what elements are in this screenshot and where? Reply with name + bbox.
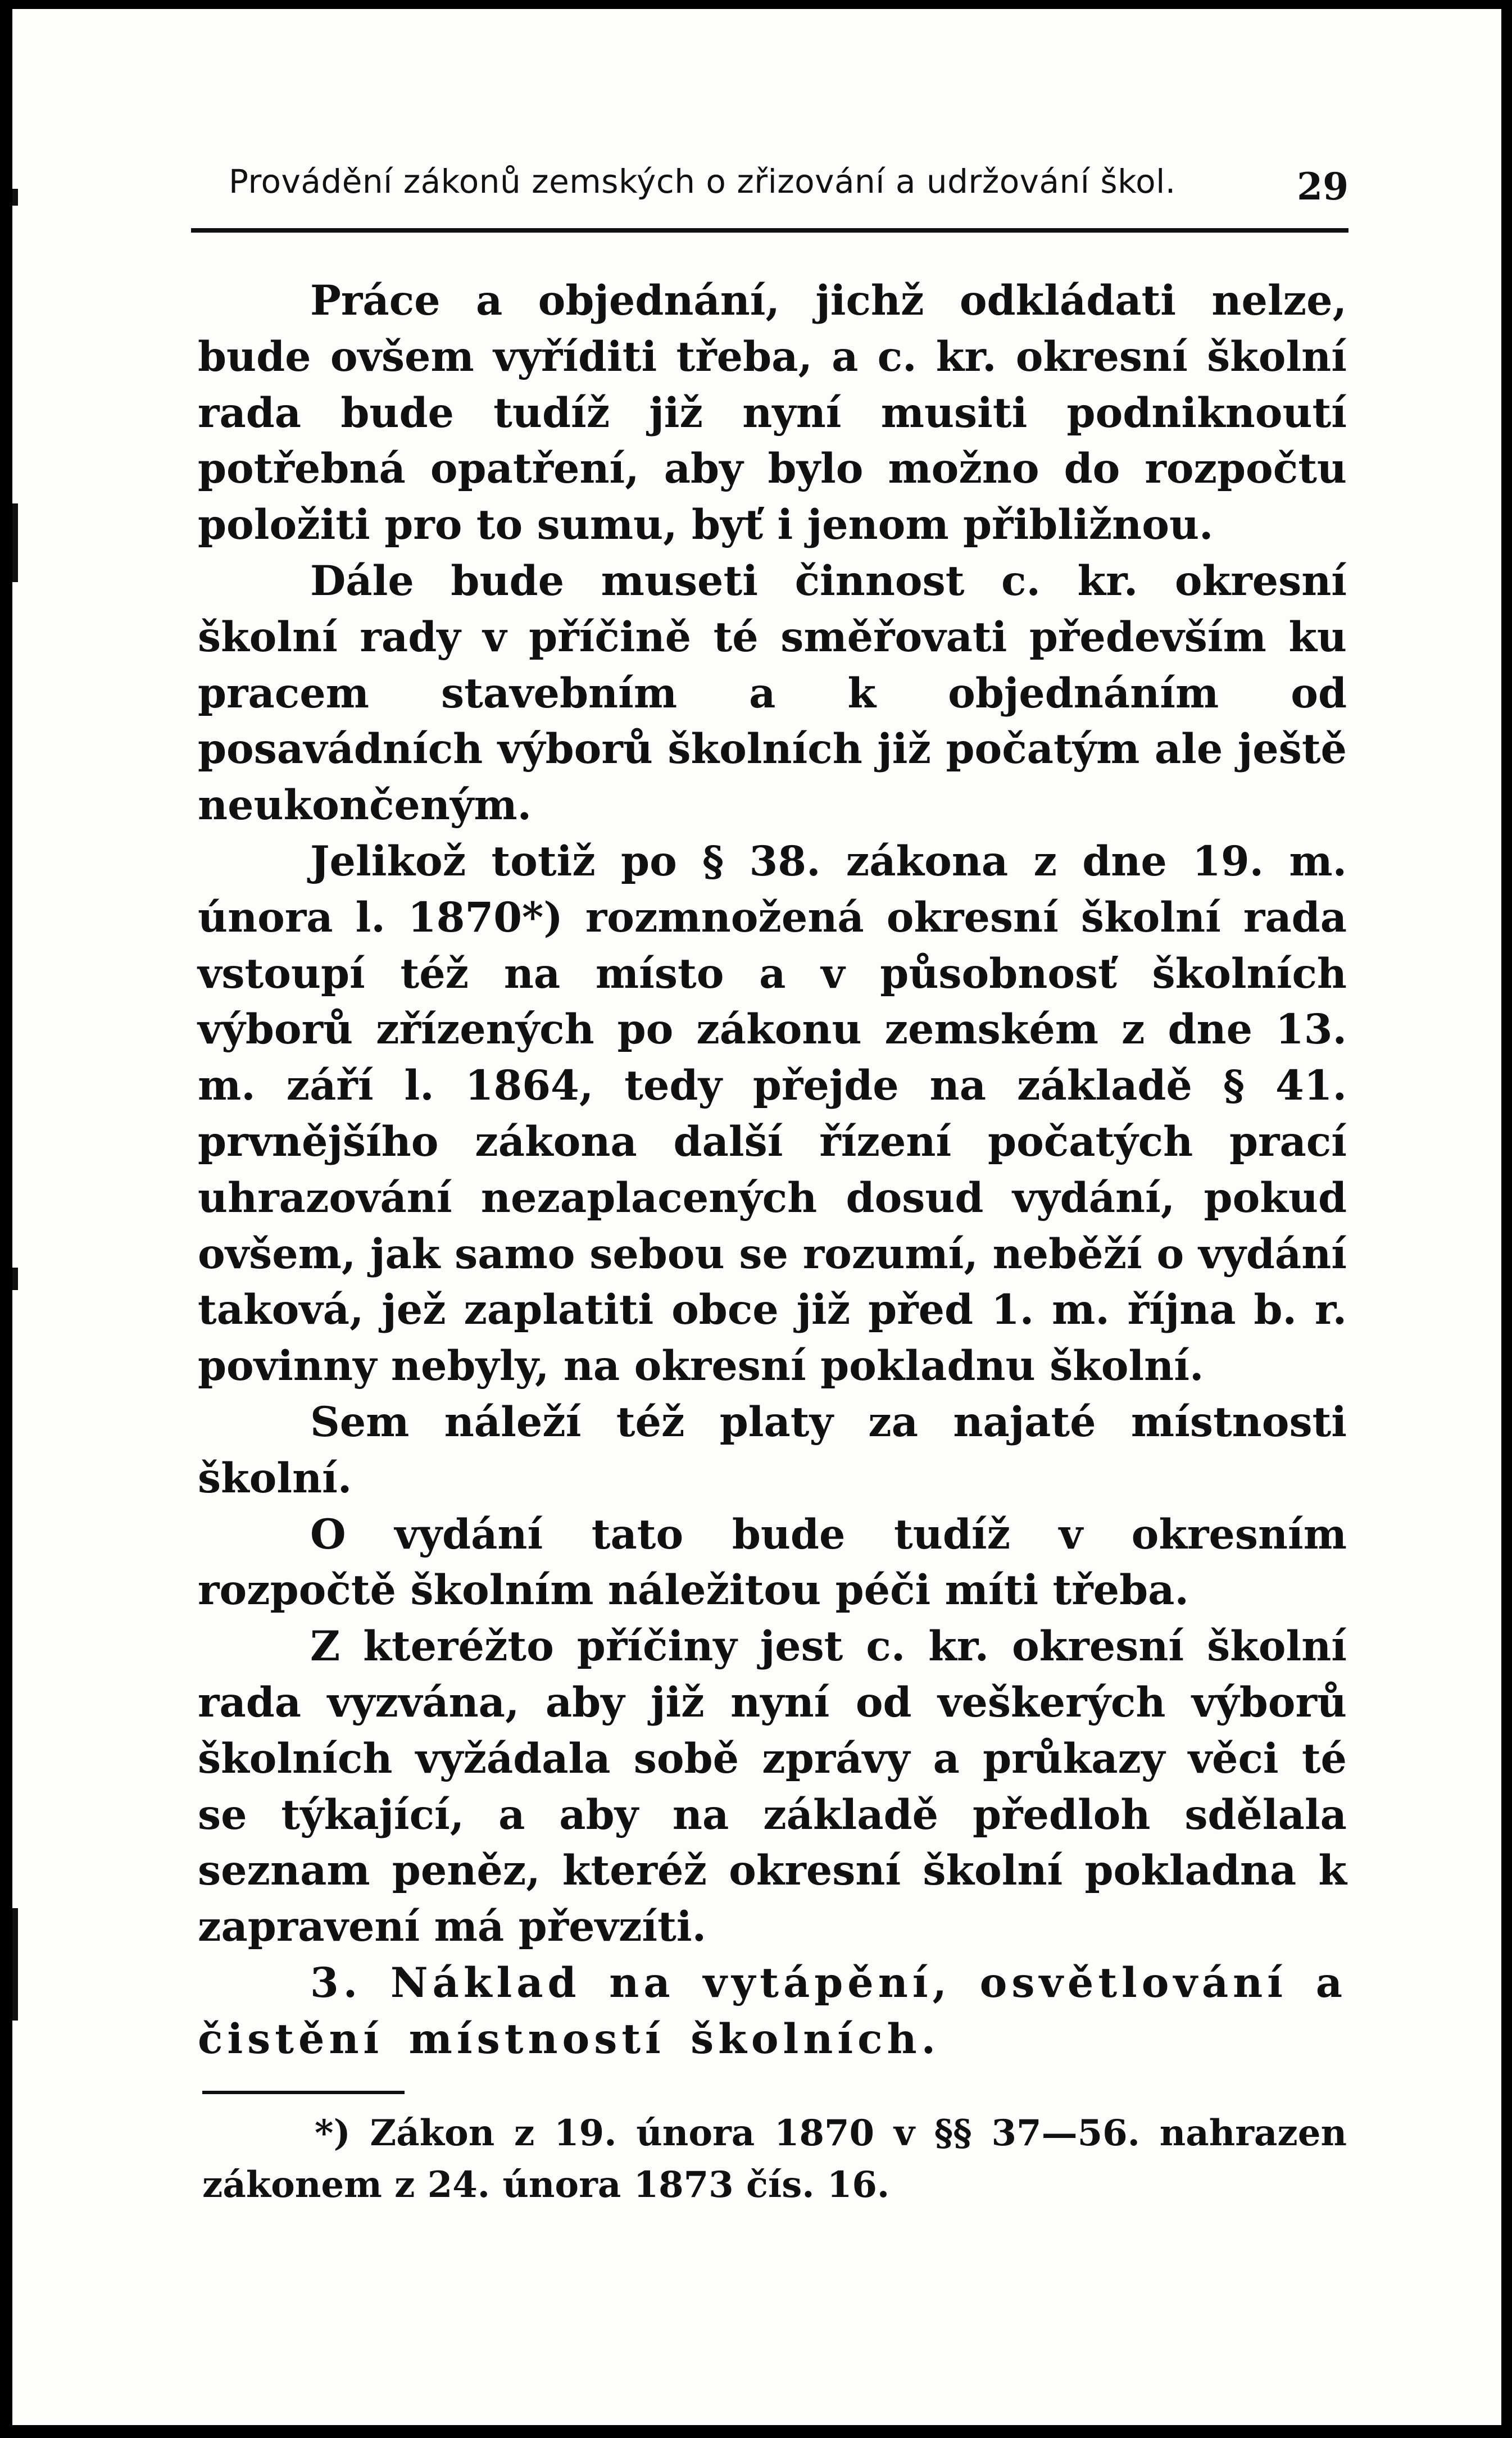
paragraph: O vydání tato bude tudíž v okresním rozpočtě školním náležitou péči míti třeba.	[198, 1510, 1347, 1615]
book-page	[12, 9, 1501, 2425]
scan-edge-mark	[12, 1908, 18, 2021]
paragraph: Práce a objednání, jichž odkládati nelze, bude ovšem vyříditi třeba, a c. kr. okresní školní rada bude tudíž již nyní musiti podniknoutí potřebná opatření, aby bylo možno do rozpočtu položiti pro to sumu, byť i jenom přibližnou.	[198, 276, 1347, 550]
paragraph: Jelikož totiž po § 38. zákona z dne 19. m. února l. 1870*) rozmnožená okresní školní rada vstoupí též na místo a v působnosť školních výborů zřízených po zákonu zemském z dne 13. m. září l. 1864, tedy přejde na základě § 41. prvnějšího zákona další řízení počatých prací uhrazování nezaplacených dosud vydání, pokud ovšem, jak samo sebou se rozumí, neběží o vydání taková, jež zaplatiti obce již před 1. m. října b. r. povinny nebyly, na okresní pokladnu školní.	[198, 837, 1347, 1391]
header-rule	[191, 228, 1348, 233]
running-head	[229, 152, 1348, 208]
footnote-rule	[202, 2091, 405, 2094]
paragraph: Dále bude museti činnost c. kr. okresní školní rady v příčině té směřovati především ku pracem stavebním a k objednáním od posavádních výborů školních již počatým ale ještě neukončeným.	[198, 556, 1347, 830]
body-text	[198, 273, 1347, 2068]
scan-edge-mark	[12, 189, 18, 206]
page-number: 29	[1297, 165, 1348, 208]
running-head-title: Provádění zákonů zemských o zřizování a udržování škol.	[229, 162, 1176, 201]
scan-edge-mark	[12, 1268, 18, 1290]
paragraph: Z kteréžto příčiny jest c. kr. okresní školní rada vyzvána, aby již nyní od veškerých výborů školních vyžádala sobě zprávy a průkazy věci té se týkající, a aby na základě předloh sdělala seznam peněz, kteréž okresní školní pokladna k zapravení má převzíti.	[198, 1622, 1347, 1951]
footnote: *) Zákon z 19. února 1870 v §§ 37—56. nahrazen zákonem z 24. února 1873 čís. 16.	[202, 2112, 1347, 2206]
paragraph: Sem náleží též platy za najaté místnosti školní.	[198, 1397, 1347, 1502]
section-heading: 3. Náklad na vytápění, osvětlování a čistění místností školních.	[198, 1958, 1347, 2063]
scan-edge-mark	[12, 503, 18, 582]
